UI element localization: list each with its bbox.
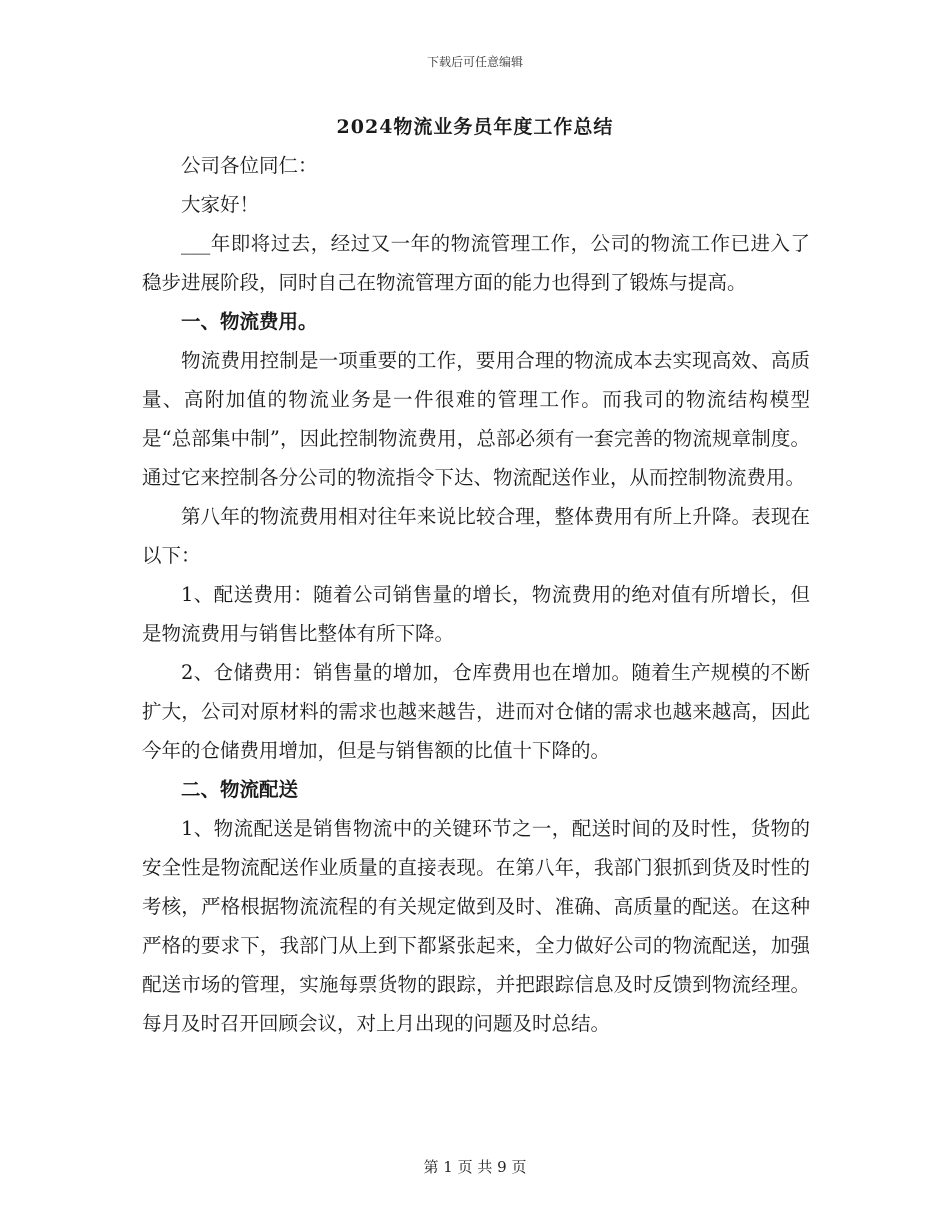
page-number: 第 1 页 共 9 页 <box>423 1158 527 1176</box>
section-heading-logistics-delivery: 二、物流配送 <box>181 778 299 801</box>
list-item-delivery-cost: 1、配送费用：随着公司销售量的增长，物流费用的绝对值有所增长，但是物流费用与销售比整体有所下降。 <box>142 583 810 645</box>
document-body <box>142 146 810 1043</box>
greeting-paragraph: 公司各位同仁： <box>181 154 318 177</box>
document-title: 2024物流业务员年度工作总结 <box>336 116 614 138</box>
list-item-delivery: 1、物流配送是销售物流中的关键环节之一，配送时间的及时性，货物的安全性是物流配送作业质量的直接表现。在第八年，我部门狠抓到货及时性的考核，严格根据物流流程的有关规定做到及时、准确、高质量的配送。在这种严格的要求下，我部门从上到下都紧张起来，全力做好公司的物流配送，加强配送市场的管理，实施每票货物的跟踪，并把跟踪信息及时反馈到物流经理。每月及时召开回顾会议，对上月出现的问题及时总结。 <box>142 817 810 1035</box>
list-item-storage-cost: 2、仓储费用：销售量的增加，仓库费用也在增加。随着生产规模的不断扩大，公司对原材料的需求也越来越告，进而对仓储的需求也越来越高，因此今年的仓储费用增加，但是与销售额的比值十下降的。 <box>142 661 810 762</box>
body-paragraph: 第八年的物流费用相对往年来说比较合理，整体费用有所上升降。表现在以下： <box>142 505 810 567</box>
salutation-paragraph: 大家好！ <box>181 193 260 216</box>
page-header: 下载后可任意编辑 <box>426 55 523 69</box>
section-heading-logistics-cost: 一、物流费用。 <box>181 310 318 333</box>
body-paragraph: 物流费用控制是一项重要的工作，要用合理的物流成本去实现高效、高质量、高附加值的物流业务是一件很难的管理工作。而我司的物流结构模型是“总部集中制”，因此控制物流费用，总部必须有一套完善的物流规章制度。通过它来控制各分公司的物流指令下达、物流配送作业，从而控制物流费用。 <box>142 349 810 489</box>
intro-paragraph: ___年即将过去，经过又一年的物流管理工作，公司的物流工作已进入了稳步进展阶段，同时自己在物流管理方面的能力也得到了锻炼与提高。 <box>142 232 810 294</box>
